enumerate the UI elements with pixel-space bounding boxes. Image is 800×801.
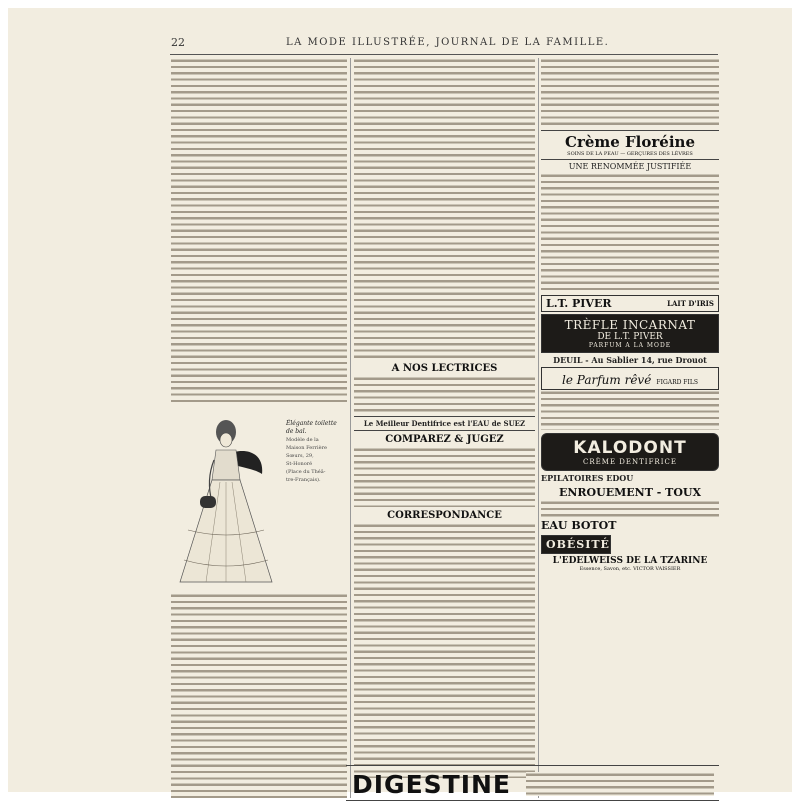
caption-line: (Place du Théâ-	[286, 469, 326, 475]
renommee-heading: UNE RENOMMÉE JUSTIFIÉE	[568, 162, 692, 171]
article-text	[354, 376, 535, 414]
article-text	[541, 58, 719, 128]
reve-title: le Parfum rêvé	[562, 373, 652, 387]
reve-ad	[541, 367, 719, 390]
article-text	[171, 593, 347, 798]
digestine-ad	[346, 765, 719, 801]
edelweiss-ad	[541, 554, 719, 574]
edelweiss-title: L'EDELWEISS DE LA TZARINE	[552, 556, 708, 566]
floreine-title: Crème Floréine	[565, 133, 695, 151]
divider	[354, 430, 535, 431]
fashion-illustration	[176, 410, 276, 588]
illustration-caption	[286, 420, 346, 484]
reve-maker: FIGARD FILS	[656, 379, 698, 386]
article-text	[354, 447, 535, 507]
enrouement-title: ENROUEMENT - TOUX	[558, 486, 702, 499]
page-header	[8, 36, 792, 54]
botot-title: EAU BOTOT	[541, 519, 617, 532]
digestine-title: DIGESTINE	[352, 770, 512, 799]
suez-ad: Le Meilleur Dentifrice est l'EAU de SUEZ	[363, 419, 526, 428]
divider	[541, 130, 719, 131]
caption-line: St-Honoré	[286, 461, 313, 467]
caption-line: Modèle de la	[286, 437, 319, 443]
caption-line: tre-Français).	[286, 477, 321, 483]
article-text	[171, 58, 347, 404]
trefle-subtitle-2: PARFUM A LA MODE	[588, 342, 672, 349]
epilatoires-ad: EPILATOIRES EDOU	[541, 473, 634, 483]
page-number: 22	[171, 36, 185, 49]
article-text	[354, 523, 535, 778]
caption-line: Sœurs, 29,	[286, 453, 314, 459]
kalodont-title: KALODONT	[573, 438, 687, 458]
column-3	[541, 58, 719, 778]
obesite-title: OBÉSITÉ	[546, 538, 610, 551]
article-text	[541, 500, 719, 518]
caption-title: Élégante toilette de bal.	[286, 420, 337, 435]
header-rule	[170, 54, 718, 55]
kalodont-ad	[541, 433, 719, 471]
deuil-ad: DEUIL - Au Sablier 14, rue Drouot	[553, 355, 707, 365]
floreine-subtitle: SOINS DE LA PEAU — GERÇURES DES LÈVRES	[567, 151, 693, 157]
column-divider	[538, 58, 539, 798]
journal-page	[8, 8, 792, 799]
piver-title: L.T. PIVER	[546, 297, 612, 310]
article-text	[541, 173, 719, 293]
botot-ad	[541, 518, 719, 533]
trefle-ad	[541, 314, 719, 353]
comparez-heading: COMPAREZ & JUGEZ	[385, 434, 504, 445]
article-text	[354, 58, 535, 360]
divider	[354, 416, 535, 417]
trefle-subtitle: DE L.T. PIVER	[597, 332, 663, 342]
correspondance-heading: CORRESPONDANCE	[387, 510, 502, 521]
article-text-continued	[171, 593, 347, 798]
piver-ad	[541, 295, 719, 312]
floreine-ad	[541, 133, 719, 157]
journal-title: LA MODE ILLUSTRÉE, JOURNAL DE LA FAMILLE.	[286, 37, 610, 48]
article-text	[541, 390, 719, 430]
piver-lait: LAIT D'IRIS	[667, 299, 714, 308]
lectrices-heading: A NOS LECTRICES	[391, 363, 498, 374]
trefle-title: TRÈFLE INCARNAT	[564, 318, 696, 332]
caption-line: Maison Ferrière	[286, 445, 327, 451]
digestine-text	[526, 772, 714, 796]
enrouement-ad	[541, 485, 719, 500]
column-2	[354, 58, 535, 778]
edelweiss-subtitle: Essence, Savon, etc. VICTOR VAISSIER	[579, 566, 681, 572]
kalodont-subtitle: CRÈME DENTIFRICE	[583, 458, 677, 466]
divider	[541, 159, 719, 160]
obesite-ad	[541, 535, 611, 554]
column-divider	[350, 58, 351, 798]
